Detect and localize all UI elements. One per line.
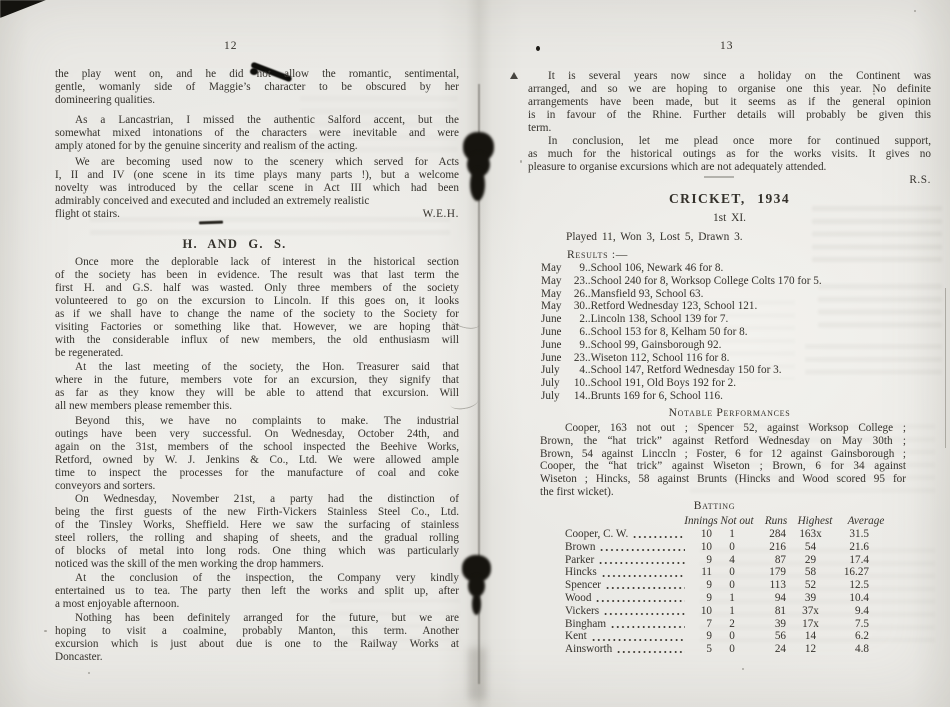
corner-ink-mark (0, 0, 46, 18)
ink-blot-bottom-tail (472, 593, 481, 615)
result-day: 6 (579, 325, 585, 338)
text-line: as much for the historical outings as for the works visits. It gives no (528, 148, 931, 160)
innings-value: 10 (700, 540, 712, 553)
paragraph-scenery (55, 156, 459, 208)
paragraph-firth-vickers (55, 493, 459, 571)
result-row (541, 300, 931, 313)
text-line: entertained us to tea. The party then left the works and split up, after (55, 585, 459, 597)
player-cell (565, 630, 712, 643)
player-cell (565, 618, 712, 631)
highest-value: 37x (802, 604, 819, 617)
text-line: At the last meeting of the society, the Hon. Treasurer said that (75, 361, 459, 373)
batting-row (565, 592, 869, 605)
average-value: 7.5 (855, 617, 869, 630)
result-day: 23 (573, 274, 585, 287)
result-day: 14 (573, 389, 585, 402)
text-line: excursion which is just about due is one to the Railway Works at (55, 638, 459, 650)
dot-leader (595, 599, 685, 603)
player-cell (565, 554, 712, 567)
batting-row (565, 605, 869, 618)
text-line: of the society has been in evidence. The result was that last term the (55, 269, 459, 281)
result-month: May (541, 300, 562, 313)
innings-value: 10 (700, 528, 712, 540)
paragraph-future-plans (55, 612, 459, 664)
result-day: 2 (579, 313, 585, 326)
gutter-smudge (468, 648, 486, 700)
average-value: 12.5 (849, 579, 869, 592)
text-line: Cooper, 163 not out ; Spencer 52, against Worksop College ; (565, 421, 906, 434)
dust-speck (914, 10, 916, 12)
signature-line-rs (528, 174, 931, 187)
text-line: is in favour of the Rhine. Further details will probably be given this (528, 109, 931, 121)
text-line: admirably conceived and executed and included an extremely realistic (55, 195, 370, 207)
result-row (541, 262, 931, 275)
batting-row (565, 630, 869, 643)
dot-leader (610, 625, 685, 629)
page-edge-line (945, 288, 946, 448)
average-value: 17.4 (849, 553, 869, 566)
section-heading-h-and-gs: H. AND G. S. (182, 237, 287, 251)
innings-value: 9 (706, 579, 712, 592)
text-line: the first wicket). (540, 486, 614, 499)
highest-value: 17x (802, 617, 819, 630)
dot-leader (632, 535, 685, 539)
signature-line-weh (55, 208, 459, 221)
paragraph-play-review-end (55, 68, 459, 107)
text-line: being the first guests of the new Firth-Vickers Stainless Steel Co., Ltd. (55, 506, 459, 518)
results-list (528, 262, 931, 403)
average-value: 31.5 (849, 528, 869, 540)
text-line: Nothing has been definitely arranged for the future, but we are (75, 612, 459, 624)
notable-performances-heading: Notable Performances (668, 405, 791, 419)
result-day: 23 (573, 351, 585, 364)
paragraph-in-conclusion (528, 135, 931, 174)
season-record: Played 11, Won 3, Lost 5, Drawn 3. (566, 231, 743, 243)
text-line: On Wednesday, November 21st, a party had the distinction of (75, 493, 459, 505)
paragraph-lancastrian (55, 114, 459, 153)
text-line: Brown, the “hat trick” against Retford Wednesday on May 30th ; (540, 434, 906, 447)
text-line: Once more the deplorable lack of interest in the historical section (75, 256, 459, 268)
text-line: gentle, womanly side of Maggie’s character to be obscured by her (55, 81, 459, 93)
dot-leader (601, 574, 685, 578)
result-row (541, 326, 931, 339)
triangle-ink-mark (510, 72, 518, 79)
text-line: a most enjoyable afternoon. (55, 598, 180, 610)
player-name: Bingham (565, 617, 607, 630)
batting-row (565, 643, 869, 656)
runs-value: 113 (769, 579, 786, 592)
highest-value: 54 (804, 540, 817, 553)
runs-value: 94 (774, 591, 786, 604)
result-day: 9 (579, 338, 585, 351)
not-out-value: 0 (729, 643, 735, 656)
dot-leader (603, 612, 685, 616)
average-value: 6.2 (855, 630, 869, 643)
result-month: June (541, 338, 562, 351)
result-score: ..Brunts 169 for 6, School 116. (585, 389, 723, 402)
dot-leader (599, 548, 685, 552)
player-name: Parker (565, 553, 595, 566)
player-name: Brown (565, 540, 596, 553)
left-page (55, 68, 459, 664)
column-header-not-out: Not out (720, 515, 754, 528)
paragraph-once-more (55, 256, 459, 360)
text-line: pleasure to organise excursions which are not adequately attended. (528, 161, 827, 173)
text-line: where in the future, members vote for an excursion, they signify that (55, 374, 459, 386)
text-line: the play went on, and he did not allow the romantic, sentimental, (55, 68, 459, 80)
column-header-highest: Highest (797, 515, 833, 528)
text-line: arranged, and so we are hoping to organise one this year. No definite (528, 83, 931, 95)
highest-value: 12 (804, 643, 817, 656)
text-line: steel rollers, the rolling and shaping of sheets, and the gradual rolling (55, 532, 459, 544)
result-row (541, 313, 931, 326)
text-line: I, II and IV (one scene in its time plays many parts !), but a welcome (55, 169, 459, 181)
runs-value: 39 (774, 617, 786, 630)
innings-value: 5 (706, 643, 712, 656)
result-day: 30 (573, 300, 585, 313)
text-line: arrangements have been made, but it seems as if the general opinion (528, 96, 931, 108)
text-line: Doncaster. (55, 651, 103, 663)
column-header-average: Average (847, 515, 885, 528)
page-number-right: 13 (720, 40, 734, 52)
text-line: It is several years now since a holiday on the Continent was (548, 70, 931, 82)
page-number-left: 12 (224, 40, 238, 52)
subheading-first-xi: 1st XI. (712, 212, 746, 224)
text-line: be regenerated. (55, 347, 124, 359)
result-row (541, 364, 931, 377)
innings-value: 11 (701, 566, 712, 579)
result-month: May (541, 262, 562, 274)
average-value: 4.8 (855, 643, 869, 656)
result-month: July (541, 389, 560, 402)
not-out-value: 0 (729, 540, 735, 553)
not-out-value: 4 (729, 553, 735, 566)
result-day: 26 (573, 287, 585, 300)
result-row (541, 288, 931, 301)
text-line: time to inspect the processes for the manufacture of coal and coke (55, 467, 459, 479)
paragraph-conclusion-of-inspection (55, 572, 459, 611)
not-out-value: 2 (729, 617, 735, 630)
result-score: ..Retford Wednesday 123, School 121. (585, 300, 758, 313)
player-name: Vickers (565, 604, 600, 617)
result-month: July (541, 377, 560, 390)
dust-speck (520, 160, 522, 163)
highest-value: 14 (804, 630, 817, 643)
text-line: outings have been very successful. On Wednesday, October 24th, and (55, 428, 459, 440)
text-line: first H. and G.S. half was wasted. Only three members of the society (55, 282, 459, 294)
batting-row (565, 566, 869, 579)
text-line: of blocks of metal into long rods. One thing which was particularly (55, 545, 459, 557)
dot-ink-mark (536, 46, 540, 51)
player-name: Spencer (565, 579, 602, 592)
player-cell (565, 566, 712, 579)
result-score: ..Mansfield 93, School 63. (585, 287, 704, 300)
text-line: Brown, 54 against Linccln ; Foster, 6 for 12 against Gainsborough ; (540, 447, 906, 460)
column-header-runs: Runs (764, 515, 788, 528)
section-heading-cricket: CRICKET, 1934 (669, 191, 790, 206)
text-line: hoping to visit a coalmine, probably Manton, this term. Another (55, 625, 459, 637)
text-line: term. (528, 122, 552, 134)
innings-value: 9 (706, 553, 712, 566)
text-line: novelty was introduced by the cellar scene in Act III which had been (55, 182, 459, 194)
average-value: 10.4 (849, 591, 869, 604)
batting-row (565, 554, 869, 567)
paragraph-notable-performances (540, 422, 906, 499)
text-line: In conclusion, let me plead once more for continued support, (548, 135, 931, 147)
text-line: volunteered to go on the excursion to Lincoln. If this goes on, it looks (55, 295, 459, 307)
author-initials: R.S. (909, 174, 931, 186)
batting-row (565, 579, 869, 592)
dot-leader (605, 586, 685, 590)
text-line: flight ot stairs. (55, 208, 120, 220)
not-out-value: 1 (729, 604, 735, 617)
highest-value: 29 (804, 553, 817, 566)
result-month: June (541, 325, 562, 338)
text-line: somewhat mixed intonations of the characters were inevitable and were (55, 127, 459, 139)
paragraph-continent-holiday (528, 70, 931, 135)
player-cell (565, 579, 712, 592)
ink-blot-top-tail (470, 168, 485, 201)
highest-value: 39 (804, 591, 817, 604)
average-value: 21.6 (849, 540, 869, 553)
batting-table (565, 515, 885, 656)
result-row (541, 377, 931, 390)
result-row (541, 275, 931, 288)
player-name: Cooper, C. W. (565, 528, 629, 540)
innings-value: 7 (706, 617, 712, 630)
not-out-value: 0 (729, 630, 735, 643)
text-line: Wiseton ; Hincks, 58 against Brunts (Hincks and Wood scored 95 for (540, 473, 906, 486)
result-month: July (541, 364, 560, 377)
not-out-value: 1 (729, 591, 735, 604)
runs-value: 284 (769, 528, 786, 540)
runs-value: 87 (774, 553, 786, 566)
highest-value: 58 (804, 566, 817, 579)
player-cell (565, 592, 712, 605)
batting-row (565, 528, 869, 541)
text-line: as far as they know they will be able to attend that excursion. Will (55, 387, 459, 399)
right-page (528, 70, 931, 656)
result-score: ..School 147, Retford Wednesday 150 for 3. (585, 364, 782, 377)
result-score: ..School 99, Gainsborough 92. (585, 338, 722, 351)
highest-value: 52 (804, 579, 817, 592)
batting-rows (565, 528, 869, 656)
dust-speck (88, 672, 90, 674)
result-score: ..School 153 for 8, Kelham 50 for 8. (585, 325, 748, 338)
text-line: all new members please remember this. (55, 400, 233, 412)
highest-value: 163x (799, 528, 822, 540)
player-cell (565, 605, 712, 618)
result-day: 10 (573, 377, 585, 390)
dust-speck (742, 668, 744, 670)
player-cell (565, 528, 712, 541)
dust-speck (44, 630, 47, 632)
player-name: Wood (565, 591, 592, 604)
result-month: May (541, 274, 562, 287)
player-name: Kent (565, 630, 587, 643)
runs-value: 179 (769, 566, 786, 579)
not-out-value: 0 (729, 579, 735, 592)
not-out-value: 0 (729, 566, 735, 579)
dot-leader (598, 561, 685, 565)
text-line: Cooper, the “hat trick” against Wiseton ; Brown, 6 for 34 against (540, 460, 906, 473)
not-out-value: 1 (729, 528, 735, 540)
text-line: with the considerable influx of new members, the old enthusiasm will (55, 334, 459, 346)
text-line: noticed was the skill of the men working the drop hammers. (55, 558, 324, 570)
text-line: of the Tinsley Works, Sheffield. Here we saw the surfacing of stainless (55, 519, 459, 531)
dot-leader (591, 638, 685, 642)
result-month: June (541, 351, 562, 364)
result-score: ..Wiseton 112, School 116 for 8. (585, 351, 730, 364)
result-row (541, 390, 931, 403)
column-header-innings: Innings (684, 515, 718, 528)
average-value: 9.4 (855, 604, 869, 617)
result-month: June (541, 313, 562, 326)
player-cell (565, 541, 712, 554)
result-month: May (541, 287, 562, 300)
result-score: ..School 240 for 8, Worksop College Colts 170 for 5. (585, 274, 822, 287)
result-row (541, 339, 931, 352)
average-value: 16.27 (843, 566, 869, 579)
text-line: again on the 31st, members of the school inspected the Beehive Works, (55, 441, 459, 453)
result-row (541, 352, 931, 365)
player-name: Ainsworth (565, 643, 613, 656)
author-initials: W.E.H. (422, 208, 459, 220)
dot-leader (616, 650, 685, 654)
text-line: At the conclusion of the inspection, the Company very kindly (75, 572, 459, 584)
runs-value: 24 (774, 643, 786, 656)
results-label: Results :— (567, 248, 629, 261)
text-line: as if we shall have to change the name of the society to the Society for (55, 308, 459, 320)
result-score: ..Lincoln 138, School 139 for 7. (585, 313, 729, 326)
text-line: Beyond this, we have no complaints to make. The industrial (75, 415, 459, 427)
innings-value: 9 (706, 630, 712, 643)
text-line: domineering qualities. (55, 94, 156, 106)
batting-row (565, 618, 869, 631)
runs-value: 81 (774, 604, 786, 617)
runs-value: 56 (774, 630, 786, 643)
batting-table-header (565, 515, 885, 528)
result-day: 4 (579, 364, 585, 377)
text-line: conveyors and sorters. (55, 480, 156, 492)
text-line: amply atoned for by the genuine sincerity and realism of the acting. (55, 140, 358, 152)
innings-value: 10 (700, 604, 712, 617)
batting-heading: Batting (693, 499, 736, 513)
text-line: Retford, owned by W. J. Jenkins & Co., Ltd. We were allowed ample (55, 454, 459, 466)
text-line: visiting Factories or something like that. However, we are hoping that (55, 321, 459, 333)
paragraph-beyond-this (55, 415, 459, 493)
paragraph-last-meeting (55, 361, 459, 413)
player-name: Hincks (565, 566, 597, 579)
player-cell (565, 643, 712, 656)
result-day: 9 (579, 262, 585, 274)
text-line: As a Lancastrian, I missed the authentic Salford accent, but the (75, 114, 459, 126)
innings-value: 9 (706, 591, 712, 604)
result-score: ..School 106, Newark 46 for 8. (585, 262, 724, 274)
runs-value: 216 (769, 540, 786, 553)
batting-row (565, 541, 869, 554)
result-score: ..School 191, Old Boys 192 for 2. (585, 377, 737, 390)
text-line: We are becoming used now to the scenery which served for Acts (75, 156, 459, 168)
